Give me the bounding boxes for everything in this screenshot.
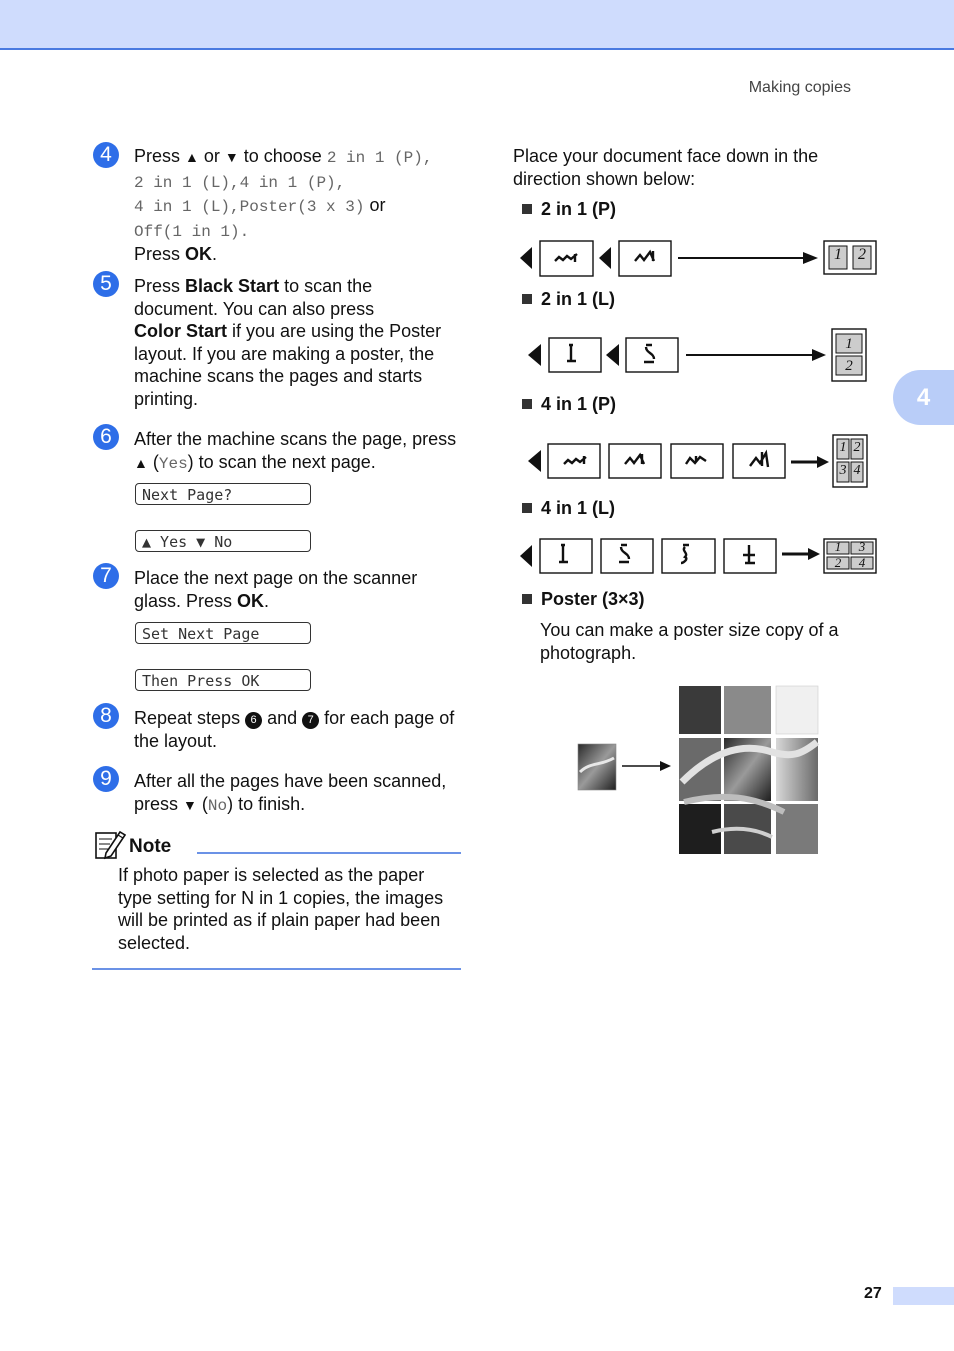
lcd-then-press-ok: Then Press OK <box>135 669 311 691</box>
diagram-4in1-portrait <box>520 432 880 490</box>
lcd-next-page: Next Page? <box>135 483 311 505</box>
bullet-icon <box>522 503 532 513</box>
step-7-marker: 7 <box>93 563 119 589</box>
poster-description: You can make a poster size copy of a photograph. <box>540 620 839 663</box>
page-3-label: 3 <box>858 539 866 554</box>
page-4-label: 4 <box>858 555 866 570</box>
bullet-icon <box>522 294 532 304</box>
step-7-text: Place the next page on the scanner glass. Press OK. <box>134 568 418 611</box>
step-6-text: After the machine scans the page, press ▲ (Yes) to scan the next page. <box>134 429 457 473</box>
layout-label-poster: Poster (3×3) <box>522 589 645 610</box>
poster-illustration <box>572 682 824 862</box>
step-8-text: Repeat steps 6 and 7 for each page of the layout. <box>134 708 455 751</box>
page-3-label: 3 <box>839 463 847 478</box>
layout-label-4in1p: 4 in 1 (P) <box>522 394 616 415</box>
page-2-label: 2 <box>834 555 842 570</box>
page-1-label: 1 <box>845 336 853 352</box>
step-5-text: Press Black Start to scan the document. You can also press Color Start if you are using the Poster layout. If you are making a poster, the machine scans the pages and starts printing. <box>134 276 442 409</box>
page-1-label: 1 <box>834 246 842 263</box>
step-4-marker: 4 <box>93 142 119 168</box>
page-1-label: 1 <box>839 440 847 455</box>
bullet-icon <box>522 204 532 214</box>
top-band <box>0 0 954 50</box>
page-1-label: 1 <box>834 539 842 554</box>
page-4-label: 4 <box>853 463 861 478</box>
note-bottom-rule <box>92 968 461 970</box>
section-title: Making copies <box>748 79 851 96</box>
layout-label-2in1p: 2 in 1 (P) <box>522 199 616 220</box>
note-title: Note <box>129 836 172 857</box>
step-9-text: After all the pages have been scanned, press ▼ (No) to finish. <box>134 771 447 815</box>
layout-label-2in1l: 2 in 1 (L) <box>522 289 615 310</box>
step-9-marker: 9 <box>93 766 119 792</box>
step-4-text: Press ▲ or ▼ to choose 2 in 1 (P), 2 in 1 (L),4 in 1 (P), 4 in 1 (L),Poster(3 x 3) or Off(1 in 1). Press OK. <box>134 146 433 265</box>
placement-intro: Place your document face down in the direction shown below: <box>513 146 819 189</box>
chapter-tab: 4 <box>893 370 954 425</box>
step-8-marker: 8 <box>93 703 119 729</box>
page-number: 27 <box>864 1285 882 1302</box>
lcd-set-next-page: Set Next Page <box>135 622 311 644</box>
page-number-bar <box>893 1287 954 1305</box>
note-body: If photo paper is selected as the paper type setting for N in 1 copies, the images will be printed as if plain paper had been selected. <box>118 865 444 953</box>
bullet-icon <box>522 399 532 409</box>
page-2-label: 2 <box>853 440 861 455</box>
lcd-yes-no: ▲ Yes ▼ No <box>135 530 311 552</box>
layout-label-4in1l: 4 in 1 (L) <box>522 498 615 519</box>
page-2-label: 2 <box>858 246 866 263</box>
step-6-marker: 6 <box>93 424 119 450</box>
page-2-label: 2 <box>845 358 853 374</box>
diagram-2in1-landscape <box>520 325 880 385</box>
step-5-marker: 5 <box>93 271 119 297</box>
bullet-icon <box>522 594 532 604</box>
note-pencil-icon <box>94 829 126 861</box>
note-top-rule <box>197 852 461 854</box>
